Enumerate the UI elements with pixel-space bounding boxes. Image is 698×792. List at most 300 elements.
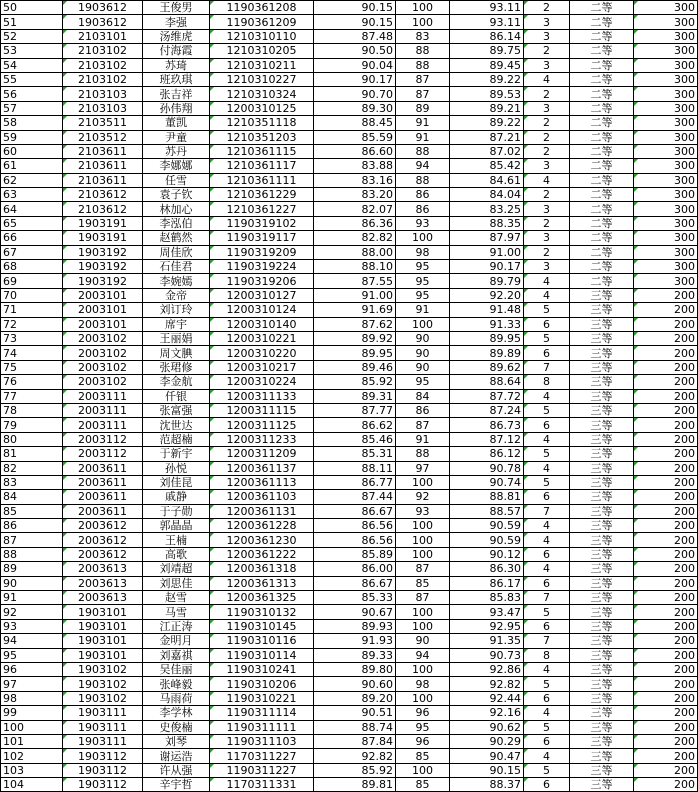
- award-level-cell[interactable]: 二等: [570, 274, 634, 288]
- total-score-cell[interactable]: 86.14: [450, 29, 524, 43]
- award-level-cell[interactable]: 二等: [570, 1, 634, 15]
- row-number-cell[interactable]: 65: [1, 216, 63, 230]
- amount-cell[interactable]: 300: [634, 58, 698, 72]
- amount-cell[interactable]: 300: [634, 44, 698, 58]
- row-number-cell[interactable]: 88: [1, 547, 63, 561]
- student-name-cell[interactable]: 李学林: [143, 706, 210, 720]
- rank-cell[interactable]: 7: [524, 360, 570, 374]
- score-a-cell[interactable]: 85.59: [314, 130, 396, 144]
- class-code-cell[interactable]: 2103611: [63, 173, 143, 187]
- student-name-cell[interactable]: 刘靖超: [143, 562, 210, 576]
- class-code-cell[interactable]: 2103611: [63, 159, 143, 173]
- amount-cell[interactable]: 200: [634, 605, 698, 619]
- student-name-cell[interactable]: 赵鹤然: [143, 231, 210, 245]
- award-level-cell[interactable]: 二等: [570, 130, 634, 144]
- award-level-cell[interactable]: 三等: [570, 346, 634, 360]
- student-name-cell[interactable]: 沈世达: [143, 418, 210, 432]
- total-score-cell[interactable]: 87.72: [450, 389, 524, 403]
- rank-cell[interactable]: 4: [524, 432, 570, 446]
- amount-cell[interactable]: 200: [634, 475, 698, 489]
- class-code-cell[interactable]: 2003613: [63, 576, 143, 590]
- rank-cell[interactable]: 2: [524, 1, 570, 15]
- row-number-cell[interactable]: 69: [1, 274, 63, 288]
- student-name-cell[interactable]: 仟银: [143, 389, 210, 403]
- score-b-cell[interactable]: 90: [396, 360, 450, 374]
- row-number-cell[interactable]: 66: [1, 231, 63, 245]
- score-a-cell[interactable]: 88.11: [314, 461, 396, 475]
- rank-cell[interactable]: 3: [524, 202, 570, 216]
- total-score-cell[interactable]: 86.12: [450, 447, 524, 461]
- award-level-cell[interactable]: 二等: [570, 216, 634, 230]
- score-a-cell[interactable]: 90.50: [314, 44, 396, 58]
- student-id-cell[interactable]: 1190319117: [210, 231, 314, 245]
- score-a-cell[interactable]: 90.15: [314, 1, 396, 15]
- student-id-cell[interactable]: 1210351118: [210, 116, 314, 130]
- student-name-cell[interactable]: 于新宇: [143, 447, 210, 461]
- total-score-cell[interactable]: 89.45: [450, 58, 524, 72]
- total-score-cell[interactable]: 90.73: [450, 648, 524, 662]
- amount-cell[interactable]: 200: [634, 763, 698, 777]
- score-b-cell[interactable]: 100: [396, 691, 450, 705]
- award-level-cell[interactable]: 二等: [570, 173, 634, 187]
- student-id-cell[interactable]: 1200361222: [210, 547, 314, 561]
- student-name-cell[interactable]: 张吉祥: [143, 87, 210, 101]
- award-level-cell[interactable]: 二等: [570, 144, 634, 158]
- class-code-cell[interactable]: 2103102: [63, 58, 143, 72]
- row-number-cell[interactable]: 52: [1, 29, 63, 43]
- student-id-cell[interactable]: 1170311227: [210, 749, 314, 763]
- award-level-cell[interactable]: 三等: [570, 778, 634, 792]
- rank-cell[interactable]: 5: [524, 331, 570, 345]
- score-b-cell[interactable]: 95: [396, 274, 450, 288]
- row-number-cell[interactable]: 87: [1, 533, 63, 547]
- student-name-cell[interactable]: 张珺修: [143, 360, 210, 374]
- total-score-cell[interactable]: 91.35: [450, 634, 524, 648]
- student-name-cell[interactable]: 高歌: [143, 547, 210, 561]
- row-number-cell[interactable]: 60: [1, 144, 63, 158]
- row-number-cell[interactable]: 83: [1, 475, 63, 489]
- total-score-cell[interactable]: 89.79: [450, 274, 524, 288]
- amount-cell[interactable]: 200: [634, 547, 698, 561]
- class-code-cell[interactable]: 1903111: [63, 734, 143, 748]
- class-code-cell[interactable]: 2103511: [63, 116, 143, 130]
- score-b-cell[interactable]: 90: [396, 634, 450, 648]
- class-code-cell[interactable]: 2003612: [63, 519, 143, 533]
- total-score-cell[interactable]: 87.02: [450, 144, 524, 158]
- award-level-cell[interactable]: 三等: [570, 504, 634, 518]
- class-code-cell[interactable]: 2103512: [63, 130, 143, 144]
- award-level-cell[interactable]: 二等: [570, 44, 634, 58]
- student-id-cell[interactable]: 1190310132: [210, 605, 314, 619]
- total-score-cell[interactable]: 88.37: [450, 778, 524, 792]
- row-number-cell[interactable]: 80: [1, 432, 63, 446]
- student-id-cell[interactable]: 1190311103: [210, 734, 314, 748]
- score-a-cell[interactable]: 89.46: [314, 360, 396, 374]
- score-a-cell[interactable]: 90.51: [314, 706, 396, 720]
- amount-cell[interactable]: 200: [634, 519, 698, 533]
- score-b-cell[interactable]: 100: [396, 547, 450, 561]
- student-id-cell[interactable]: 1210361115: [210, 144, 314, 158]
- award-level-cell[interactable]: 二等: [570, 15, 634, 29]
- student-name-cell[interactable]: 席宇: [143, 317, 210, 331]
- student-name-cell[interactable]: 谢运浩: [143, 749, 210, 763]
- total-score-cell[interactable]: 88.64: [450, 375, 524, 389]
- row-number-cell[interactable]: 95: [1, 648, 63, 662]
- row-number-cell[interactable]: 59: [1, 130, 63, 144]
- student-name-cell[interactable]: 刘思佳: [143, 576, 210, 590]
- student-id-cell[interactable]: 1210310205: [210, 44, 314, 58]
- rank-cell[interactable]: 2: [524, 216, 570, 230]
- rank-cell[interactable]: 4: [524, 533, 570, 547]
- score-a-cell[interactable]: 86.77: [314, 475, 396, 489]
- score-b-cell[interactable]: 93: [396, 216, 450, 230]
- amount-cell[interactable]: 200: [634, 403, 698, 417]
- row-number-cell[interactable]: 96: [1, 662, 63, 676]
- score-b-cell[interactable]: 88: [396, 58, 450, 72]
- student-id-cell[interactable]: 1200361318: [210, 562, 314, 576]
- rank-cell[interactable]: 6: [524, 490, 570, 504]
- rank-cell[interactable]: 7: [524, 504, 570, 518]
- total-score-cell[interactable]: 87.97: [450, 231, 524, 245]
- total-score-cell[interactable]: 88.57: [450, 504, 524, 518]
- score-b-cell[interactable]: 91: [396, 303, 450, 317]
- score-b-cell[interactable]: 88: [396, 144, 450, 158]
- row-number-cell[interactable]: 77: [1, 389, 63, 403]
- score-a-cell[interactable]: 87.48: [314, 29, 396, 43]
- score-b-cell[interactable]: 96: [396, 706, 450, 720]
- amount-cell[interactable]: 300: [634, 144, 698, 158]
- student-name-cell[interactable]: 张富强: [143, 403, 210, 417]
- student-id-cell[interactable]: 1170311331: [210, 778, 314, 792]
- rank-cell[interactable]: 5: [524, 403, 570, 417]
- amount-cell[interactable]: 200: [634, 375, 698, 389]
- student-name-cell[interactable]: 刘佳昆: [143, 475, 210, 489]
- row-number-cell[interactable]: 68: [1, 260, 63, 274]
- row-number-cell[interactable]: 79: [1, 418, 63, 432]
- score-a-cell[interactable]: 85.31: [314, 447, 396, 461]
- student-name-cell[interactable]: 辛宇哲: [143, 778, 210, 792]
- amount-cell[interactable]: 200: [634, 288, 698, 302]
- row-number-cell[interactable]: 55: [1, 72, 63, 86]
- rank-cell[interactable]: 8: [524, 375, 570, 389]
- student-id-cell[interactable]: 1200311209: [210, 447, 314, 461]
- score-b-cell[interactable]: 94: [396, 648, 450, 662]
- student-name-cell[interactable]: 吴佳丽: [143, 662, 210, 676]
- class-code-cell[interactable]: 1903612: [63, 15, 143, 29]
- award-level-cell[interactable]: 三等: [570, 288, 634, 302]
- class-code-cell[interactable]: 2003101: [63, 317, 143, 331]
- student-id-cell[interactable]: 1190310206: [210, 677, 314, 691]
- rank-cell[interactable]: 2: [524, 245, 570, 259]
- score-b-cell[interactable]: 91: [396, 130, 450, 144]
- score-a-cell[interactable]: 87.55: [314, 274, 396, 288]
- total-score-cell[interactable]: 89.89: [450, 346, 524, 360]
- total-score-cell[interactable]: 87.21: [450, 130, 524, 144]
- class-code-cell[interactable]: 2003611: [63, 490, 143, 504]
- score-b-cell[interactable]: 100: [396, 475, 450, 489]
- rank-cell[interactable]: 5: [524, 677, 570, 691]
- row-number-cell[interactable]: 97: [1, 677, 63, 691]
- score-b-cell[interactable]: 98: [396, 677, 450, 691]
- score-b-cell[interactable]: 88: [396, 447, 450, 461]
- award-level-cell[interactable]: 三等: [570, 403, 634, 417]
- student-name-cell[interactable]: 李娜娜: [143, 159, 210, 173]
- class-code-cell[interactable]: 2103102: [63, 72, 143, 86]
- class-code-cell[interactable]: 1903101: [63, 605, 143, 619]
- score-a-cell[interactable]: 90.17: [314, 72, 396, 86]
- class-code-cell[interactable]: 1903102: [63, 662, 143, 676]
- score-b-cell[interactable]: 100: [396, 662, 450, 676]
- total-score-cell[interactable]: 90.59: [450, 533, 524, 547]
- score-b-cell[interactable]: 96: [396, 734, 450, 748]
- total-score-cell[interactable]: 87.24: [450, 403, 524, 417]
- class-code-cell[interactable]: 2003102: [63, 360, 143, 374]
- total-score-cell[interactable]: 89.62: [450, 360, 524, 374]
- class-code-cell[interactable]: 2003611: [63, 461, 143, 475]
- total-score-cell[interactable]: 89.21: [450, 101, 524, 115]
- class-code-cell[interactable]: 2003611: [63, 504, 143, 518]
- student-name-cell[interactable]: 戚静: [143, 490, 210, 504]
- amount-cell[interactable]: 200: [634, 634, 698, 648]
- rank-cell[interactable]: 4: [524, 173, 570, 187]
- student-id-cell[interactable]: 1210361117: [210, 159, 314, 173]
- student-name-cell[interactable]: 汤维虎: [143, 29, 210, 43]
- score-b-cell[interactable]: 85: [396, 749, 450, 763]
- score-a-cell[interactable]: 86.56: [314, 533, 396, 547]
- student-id-cell[interactable]: 1190319209: [210, 245, 314, 259]
- score-b-cell[interactable]: 85: [396, 778, 450, 792]
- student-id-cell[interactable]: 1200310220: [210, 346, 314, 360]
- student-id-cell[interactable]: 1200361230: [210, 533, 314, 547]
- award-level-cell[interactable]: 二等: [570, 231, 634, 245]
- score-b-cell[interactable]: 87: [396, 72, 450, 86]
- award-level-cell[interactable]: 二等: [570, 72, 634, 86]
- student-name-cell[interactable]: 金帝: [143, 288, 210, 302]
- student-id-cell[interactable]: 1190310114: [210, 648, 314, 662]
- student-id-cell[interactable]: 1210351203: [210, 130, 314, 144]
- amount-cell[interactable]: 200: [634, 662, 698, 676]
- score-a-cell[interactable]: 89.31: [314, 389, 396, 403]
- student-name-cell[interactable]: 石佳君: [143, 260, 210, 274]
- award-level-cell[interactable]: 三等: [570, 389, 634, 403]
- student-name-cell[interactable]: 袁子钦: [143, 188, 210, 202]
- row-number-cell[interactable]: 75: [1, 360, 63, 374]
- class-code-cell[interactable]: 2003613: [63, 591, 143, 605]
- rank-cell[interactable]: 4: [524, 706, 570, 720]
- score-b-cell[interactable]: 98: [396, 245, 450, 259]
- award-level-cell[interactable]: 三等: [570, 418, 634, 432]
- rank-cell[interactable]: 2: [524, 188, 570, 202]
- score-a-cell[interactable]: 83.88: [314, 159, 396, 173]
- student-id-cell[interactable]: 1200311133: [210, 389, 314, 403]
- rank-cell[interactable]: 6: [524, 346, 570, 360]
- rank-cell[interactable]: 4: [524, 562, 570, 576]
- rank-cell[interactable]: 2: [524, 144, 570, 158]
- total-score-cell[interactable]: 86.17: [450, 576, 524, 590]
- rank-cell[interactable]: 6: [524, 778, 570, 792]
- score-b-cell[interactable]: 91: [396, 432, 450, 446]
- total-score-cell[interactable]: 89.22: [450, 116, 524, 130]
- rank-cell[interactable]: 3: [524, 58, 570, 72]
- total-score-cell[interactable]: 92.82: [450, 677, 524, 691]
- score-a-cell[interactable]: 86.56: [314, 519, 396, 533]
- student-name-cell[interactable]: 金明月: [143, 634, 210, 648]
- class-code-cell[interactable]: 1903191: [63, 216, 143, 230]
- award-level-cell[interactable]: 三等: [570, 562, 634, 576]
- total-score-cell[interactable]: 90.62: [450, 720, 524, 734]
- total-score-cell[interactable]: 85.83: [450, 591, 524, 605]
- score-a-cell[interactable]: 88.45: [314, 116, 396, 130]
- total-score-cell[interactable]: 93.11: [450, 15, 524, 29]
- student-id-cell[interactable]: 1200361228: [210, 519, 314, 533]
- amount-cell[interactable]: 300: [634, 173, 698, 187]
- award-level-cell[interactable]: 三等: [570, 605, 634, 619]
- score-b-cell[interactable]: 87: [396, 418, 450, 432]
- total-score-cell[interactable]: 89.53: [450, 87, 524, 101]
- rank-cell[interactable]: 6: [524, 619, 570, 633]
- score-a-cell[interactable]: 88.00: [314, 245, 396, 259]
- row-number-cell[interactable]: 56: [1, 87, 63, 101]
- student-id-cell[interactable]: 1190319102: [210, 216, 314, 230]
- student-id-cell[interactable]: 1200361325: [210, 591, 314, 605]
- rank-cell[interactable]: 3: [524, 159, 570, 173]
- score-b-cell[interactable]: 94: [396, 159, 450, 173]
- award-level-cell[interactable]: 三等: [570, 619, 634, 633]
- score-a-cell[interactable]: 85.92: [314, 375, 396, 389]
- amount-cell[interactable]: 200: [634, 576, 698, 590]
- award-level-cell[interactable]: 二等: [570, 260, 634, 274]
- total-score-cell[interactable]: 92.86: [450, 662, 524, 676]
- class-code-cell[interactable]: 2003111: [63, 418, 143, 432]
- score-b-cell[interactable]: 100: [396, 763, 450, 777]
- student-name-cell[interactable]: 王楠: [143, 533, 210, 547]
- total-score-cell[interactable]: 91.48: [450, 303, 524, 317]
- student-id-cell[interactable]: 1210310110: [210, 29, 314, 43]
- amount-cell[interactable]: 200: [634, 418, 698, 432]
- student-name-cell[interactable]: 王丽娟: [143, 331, 210, 345]
- class-code-cell[interactable]: 2103102: [63, 44, 143, 58]
- row-number-cell[interactable]: 91: [1, 591, 63, 605]
- student-id-cell[interactable]: 1190310241: [210, 662, 314, 676]
- total-score-cell[interactable]: 92.95: [450, 619, 524, 633]
- award-level-cell[interactable]: 三等: [570, 331, 634, 345]
- student-name-cell[interactable]: 范超楠: [143, 432, 210, 446]
- rank-cell[interactable]: 4: [524, 274, 570, 288]
- amount-cell[interactable]: 300: [634, 130, 698, 144]
- student-name-cell[interactable]: 许从强: [143, 763, 210, 777]
- total-score-cell[interactable]: 86.30: [450, 562, 524, 576]
- award-level-cell[interactable]: 二等: [570, 188, 634, 202]
- score-a-cell[interactable]: 86.36: [314, 216, 396, 230]
- student-id-cell[interactable]: 1200310140: [210, 317, 314, 331]
- total-score-cell[interactable]: 89.22: [450, 72, 524, 86]
- score-a-cell[interactable]: 88.10: [314, 260, 396, 274]
- rank-cell[interactable]: 2: [524, 44, 570, 58]
- score-a-cell[interactable]: 89.33: [314, 648, 396, 662]
- row-number-cell[interactable]: 103: [1, 763, 63, 777]
- amount-cell[interactable]: 300: [634, 87, 698, 101]
- rank-cell[interactable]: 5: [524, 303, 570, 317]
- award-level-cell[interactable]: 三等: [570, 375, 634, 389]
- amount-cell[interactable]: 200: [634, 389, 698, 403]
- student-id-cell[interactable]: 1190319224: [210, 260, 314, 274]
- student-id-cell[interactable]: 1190319206: [210, 274, 314, 288]
- amount-cell[interactable]: 200: [634, 303, 698, 317]
- amount-cell[interactable]: 300: [634, 1, 698, 15]
- row-number-cell[interactable]: 102: [1, 749, 63, 763]
- score-a-cell[interactable]: 89.20: [314, 691, 396, 705]
- total-score-cell[interactable]: 83.25: [450, 202, 524, 216]
- amount-cell[interactable]: 200: [634, 562, 698, 576]
- score-b-cell[interactable]: 100: [396, 231, 450, 245]
- class-code-cell[interactable]: 2003102: [63, 346, 143, 360]
- award-level-cell[interactable]: 三等: [570, 734, 634, 748]
- rank-cell[interactable]: 6: [524, 547, 570, 561]
- award-level-cell[interactable]: 二等: [570, 101, 634, 115]
- student-id-cell[interactable]: 1200310224: [210, 375, 314, 389]
- rank-cell[interactable]: 3: [524, 260, 570, 274]
- award-level-cell[interactable]: 三等: [570, 533, 634, 547]
- score-a-cell[interactable]: 88.74: [314, 720, 396, 734]
- score-b-cell[interactable]: 100: [396, 15, 450, 29]
- total-score-cell[interactable]: 92.20: [450, 288, 524, 302]
- student-id-cell[interactable]: 1200361131: [210, 504, 314, 518]
- row-number-cell[interactable]: 99: [1, 706, 63, 720]
- rank-cell[interactable]: 6: [524, 734, 570, 748]
- total-score-cell[interactable]: 93.47: [450, 605, 524, 619]
- student-id-cell[interactable]: 1190310221: [210, 691, 314, 705]
- amount-cell[interactable]: 300: [634, 159, 698, 173]
- score-a-cell[interactable]: 87.44: [314, 490, 396, 504]
- score-b-cell[interactable]: 85: [396, 576, 450, 590]
- rank-cell[interactable]: 7: [524, 591, 570, 605]
- amount-cell[interactable]: 300: [634, 274, 698, 288]
- score-a-cell[interactable]: 91.69: [314, 303, 396, 317]
- award-level-cell[interactable]: 三等: [570, 447, 634, 461]
- class-code-cell[interactable]: 2003102: [63, 375, 143, 389]
- amount-cell[interactable]: 200: [634, 360, 698, 374]
- row-number-cell[interactable]: 101: [1, 734, 63, 748]
- rank-cell[interactable]: 3: [524, 231, 570, 245]
- student-id-cell[interactable]: 1210310211: [210, 58, 314, 72]
- award-level-cell[interactable]: 三等: [570, 691, 634, 705]
- score-a-cell[interactable]: 92.82: [314, 749, 396, 763]
- rank-cell[interactable]: 3: [524, 15, 570, 29]
- amount-cell[interactable]: 300: [634, 188, 698, 202]
- award-level-cell[interactable]: 二等: [570, 58, 634, 72]
- row-number-cell[interactable]: 62: [1, 173, 63, 187]
- class-code-cell[interactable]: 1903112: [63, 778, 143, 792]
- rank-cell[interactable]: 4: [524, 519, 570, 533]
- rank-cell[interactable]: 5: [524, 720, 570, 734]
- class-code-cell[interactable]: 2003612: [63, 533, 143, 547]
- row-number-cell[interactable]: 93: [1, 619, 63, 633]
- total-score-cell[interactable]: 85.42: [450, 159, 524, 173]
- score-a-cell[interactable]: 87.62: [314, 317, 396, 331]
- row-number-cell[interactable]: 98: [1, 691, 63, 705]
- row-number-cell[interactable]: 90: [1, 576, 63, 590]
- row-number-cell[interactable]: 100: [1, 720, 63, 734]
- student-name-cell[interactable]: 苏丹: [143, 144, 210, 158]
- score-a-cell[interactable]: 85.33: [314, 591, 396, 605]
- score-a-cell[interactable]: 85.89: [314, 547, 396, 561]
- amount-cell[interactable]: 200: [634, 749, 698, 763]
- class-code-cell[interactable]: 2103612: [63, 202, 143, 216]
- total-score-cell[interactable]: 86.73: [450, 418, 524, 432]
- rank-cell[interactable]: 2: [524, 116, 570, 130]
- score-b-cell[interactable]: 83: [396, 29, 450, 43]
- student-id-cell[interactable]: 1210310324: [210, 87, 314, 101]
